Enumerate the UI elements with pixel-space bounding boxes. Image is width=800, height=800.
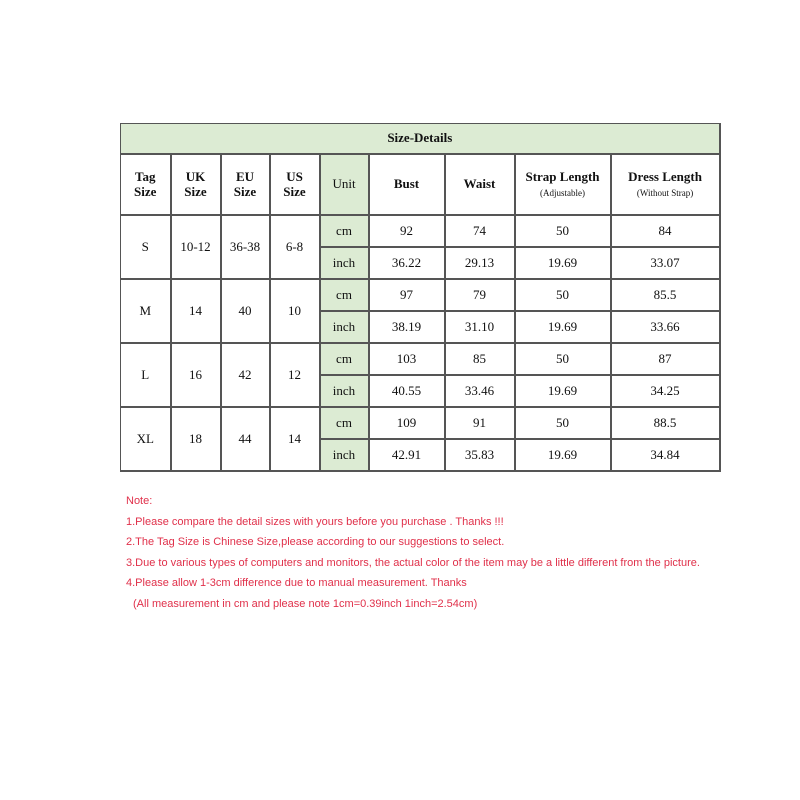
note-item: 4.Please allow 1-3cm difference due to manual measurement. Thanks	[126, 577, 467, 590]
waist-cell: 74	[445, 215, 515, 247]
table-row	[121, 343, 720, 375]
header-unit: Unit	[320, 154, 369, 215]
dress-cell: 87	[611, 343, 720, 375]
strap-cell: 19.69	[515, 247, 611, 279]
header-dress-length: Dress Length (Without Strap)	[611, 154, 720, 215]
waist-cell: 35.83	[445, 439, 515, 471]
waist-cell: 79	[445, 279, 515, 311]
strap-cell: 50	[515, 215, 611, 247]
bust-cell: 36.22	[369, 247, 445, 279]
header-tag-size: Tag Size	[121, 154, 171, 215]
bust-cell: 40.55	[369, 375, 445, 407]
table-row	[121, 407, 720, 439]
waist-cell: 85	[445, 343, 515, 375]
waist-cell: 33.46	[445, 375, 515, 407]
tag-size-cell: L	[121, 343, 171, 407]
dress-cell: 88.5	[611, 407, 720, 439]
waist-cell: 29.13	[445, 247, 515, 279]
us-size-cell: 14	[270, 407, 320, 471]
table-row	[121, 279, 720, 311]
note-measurement: (All measurement in cm and please note 1cm=0.39inch 1inch=2.54cm)	[133, 597, 478, 610]
uk-size-cell: 10-12	[171, 215, 221, 279]
eu-size-cell: 36-38	[221, 215, 270, 279]
dress-cell: 84	[611, 215, 720, 247]
header-waist: Waist	[445, 154, 515, 215]
header-eu-size: EU Size	[221, 154, 270, 215]
note-item: 1.Please compare the detail sizes with yours before you purchase . Thanks !!!	[126, 515, 504, 528]
dress-cell: 33.07	[611, 247, 720, 279]
tag-size-cell: M	[121, 279, 171, 343]
dress-cell: 85.5	[611, 279, 720, 311]
uk-size-cell: 14	[171, 279, 221, 343]
header-uk-size: UK Size	[171, 154, 221, 215]
strap-cell: 50	[515, 407, 611, 439]
strap-cell: 19.69	[515, 439, 611, 471]
eu-size-cell: 44	[221, 407, 270, 471]
tag-size-cell: XL	[121, 407, 171, 471]
dress-cell: 34.25	[611, 375, 720, 407]
unit-cell: cm	[320, 407, 369, 439]
unit-cell: cm	[320, 343, 369, 375]
header-row	[121, 154, 720, 215]
dress-cell: 33.66	[611, 311, 720, 343]
us-size-cell: 6-8	[270, 215, 320, 279]
table-row	[121, 215, 720, 247]
unit-cell: inch	[320, 439, 369, 471]
uk-size-cell: 18	[171, 407, 221, 471]
eu-size-cell: 40	[221, 279, 270, 343]
bust-cell: 92	[369, 215, 445, 247]
waist-cell: 31.10	[445, 311, 515, 343]
note-heading: Note:	[126, 495, 153, 507]
header-strap-length: Strap Length (Adjustable)	[515, 154, 611, 215]
note-item: 3.Due to various types of computers and monitors, the actual color of the item may be a little different from the picture.	[126, 556, 700, 569]
tag-size-cell: S	[121, 215, 171, 279]
unit-cell: inch	[320, 375, 369, 407]
bust-cell: 38.19	[369, 311, 445, 343]
waist-cell: 91	[445, 407, 515, 439]
unit-cell: cm	[320, 215, 369, 247]
strap-cell: 19.69	[515, 375, 611, 407]
unit-cell: inch	[320, 247, 369, 279]
header-us-size: US Size	[270, 154, 320, 215]
strap-cell: 50	[515, 343, 611, 375]
strap-cell: 19.69	[515, 311, 611, 343]
unit-cell: cm	[320, 279, 369, 311]
us-size-cell: 10	[270, 279, 320, 343]
bust-cell: 97	[369, 279, 445, 311]
uk-size-cell: 16	[171, 343, 221, 407]
us-size-cell: 12	[270, 343, 320, 407]
notes-section	[126, 491, 700, 615]
bust-cell: 109	[369, 407, 445, 439]
size-details-table	[120, 123, 721, 472]
eu-size-cell: 42	[221, 343, 270, 407]
bust-cell: 103	[369, 343, 445, 375]
note-item: 2.The Tag Size is Chinese Size,please according to our suggestions to select.	[126, 536, 505, 549]
bust-cell: 42.91	[369, 439, 445, 471]
strap-cell: 50	[515, 279, 611, 311]
header-bust: Bust	[369, 154, 445, 215]
dress-cell: 34.84	[611, 439, 720, 471]
table-title: Size-Details	[121, 124, 720, 155]
unit-cell: inch	[320, 311, 369, 343]
